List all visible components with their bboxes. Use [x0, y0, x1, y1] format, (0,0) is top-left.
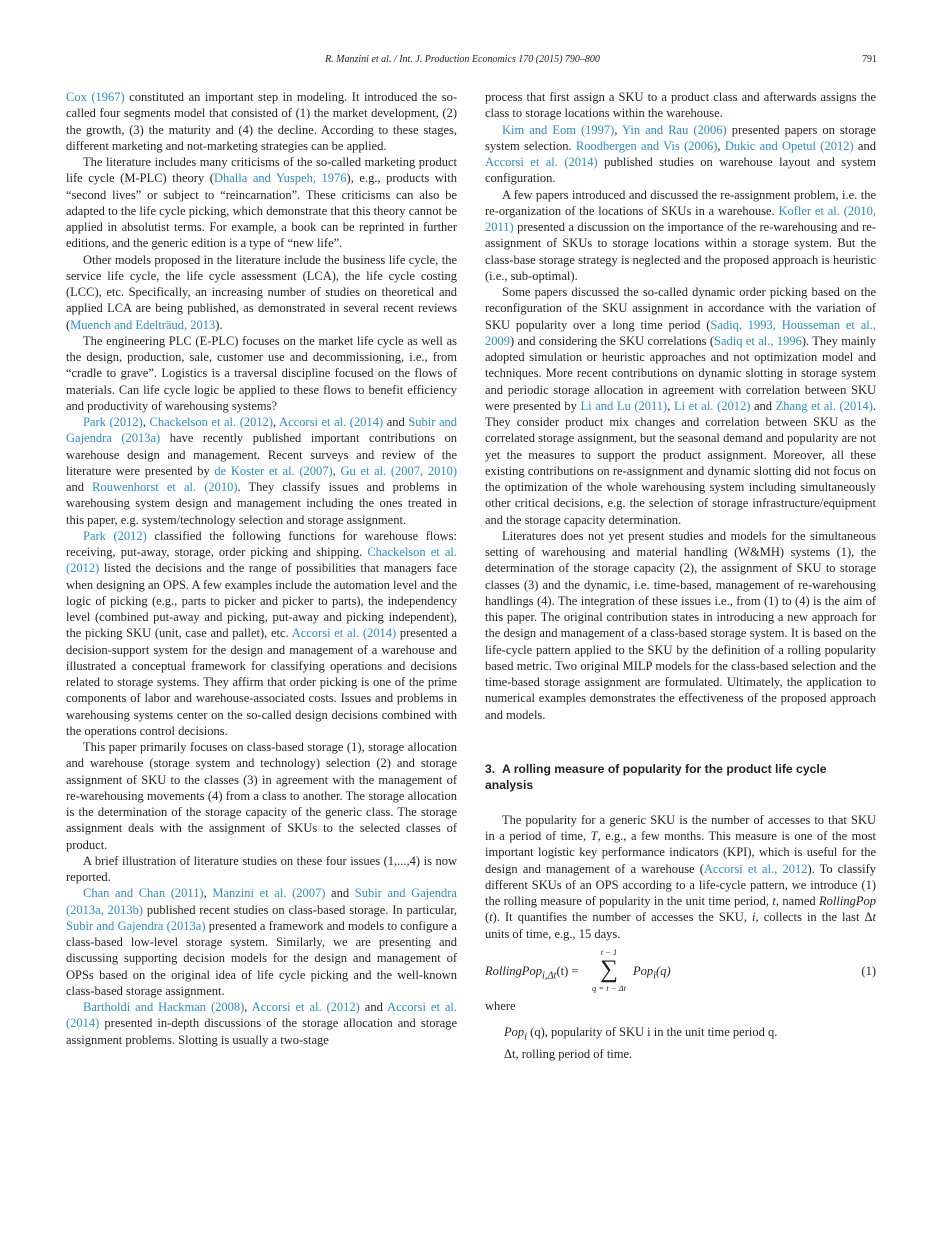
summation — [589, 947, 629, 993]
citation-link[interactable]: Li and Lu (2011) — [580, 398, 668, 413]
paragraph: Cox (1967) constituted an important step in modeling. It introduced the so-called four segments model that consisted of (1) the market development, (2) the growth, (3) the maturity and (4) the decline. According to these stages, different marketing and not-marketing strategies can be applied. — [66, 90, 457, 153]
citation-link[interactable]: de Koster et al. (2007) — [214, 463, 333, 478]
citation-link[interactable]: Manzini et al. (2007) — [212, 886, 326, 901]
citation-link[interactable]: Accorsi et al. (2014) — [485, 155, 598, 169]
equation-rhs: Pop$_i$(q) — [633, 963, 671, 982]
paragraph: Literatures does not yet present studies and models for the simultaneous setting of warehousing and material handling (W&MH) systems (1), the determination of the storage capacity (2), the assignment of SKU to storage classes (3) and the dynamic, i.e. time-based, management of re-warehousing handlings (4). The integration of these issues i.e., from (1) to (4) is the aim of this paper. The original contribution states in introducing a new approach for the design and management of a class-based storage system. It is based on the life-cycle pattern applied to the SKU by the definition of a rolling popularity based metric. Two original MILP models for the class-based selection and the time-based storage assignment are formulated. Ultimately, the application to numerical examples demonstrates the effectiveness of the proposed approach and models. — [485, 528, 876, 722]
citation-link[interactable]: Yin and Rau (2006) — [622, 122, 727, 137]
paragraph: A brief illustration of literature studies on these four issues (1,...,4) is now reported. — [66, 853, 457, 884]
paragraph: Other models proposed in the literature include the business life cycle, the service life cycle, the life cycle assessment (LCA), the life cycle costing (LCC), etc. Specifically, an increasing number of studies on theoretical and applied LCA are being published, as demonstrated in several recent reviews (Muench and Edelträud, 2013). — [66, 252, 457, 332]
citation-link[interactable]: Accorsi et al. (2014) — [66, 1000, 458, 1031]
citation-link[interactable]: Accorsi et al. (2014) — [291, 626, 397, 641]
citation-link[interactable]: Muench and Edelträud, 2013 — [70, 317, 216, 332]
citation-link[interactable]: Li et al. (2012) — [673, 398, 751, 413]
paragraph: This paper primarily focuses on class-based storage (1), storage allocation and warehouse (storage system and technology) selection (2) and storage assignment of SKU to the classes (3) in agreement with the management of re-warehousing movements (4) from a class to another. The storage allocation is the determination of the storage capacity of the generic class. The storage assignment deals with the assignment of SKUs to the selected classes of product. — [66, 740, 457, 852]
paragraph: The literature includes many criticisms of the so-called marketing product life cycle (M-PLC) theory (Dhalla and Yuspeh, 1976), e.g., products with “second lives” or subject to “reincarnation”. These criticisms can also be adapted to the life cycle picking, which demonstrate that this theory cannot be applied in absolutist terms. For example, a book can be reprinted in further editions, and the generic edition is a type of “new life”. — [66, 155, 457, 251]
page-number: 791 — [862, 54, 877, 65]
equation-1 — [485, 947, 876, 995]
citation-link[interactable]: Accorsi et al. (2014) — [279, 415, 384, 429]
definition-item: Δt, rolling period of time. — [504, 1046, 633, 1061]
citation-link[interactable]: Sadiq et al., 1996 — [714, 333, 802, 348]
citation-link[interactable]: Kim and Eom (1997) — [502, 122, 615, 137]
equation-lhs: RollingPop$_{i,\Delta t}$(t) = — [485, 963, 579, 982]
citation-link[interactable]: Subir and Gajendra (2013a) — [66, 415, 458, 446]
where-label: where — [485, 998, 516, 1013]
paragraph: Some papers discussed the so-called dynamic order picking based on the reconfiguration of the SKU assignment in accordance with the variation of SKU popularity over a long time period (Sadiq, 1993, Housseman et al., 2009) and considering the SKU correlations (Sadiq et al., 1996). They mainly adopted simulation or heuristic approaches and not optimization model and techniques. More recent contributions on dynamic slotting in storage system and periodic storage allocation in agreement with correlation between SKU were presented by Li and Lu (2011), Li et al. (2012) and Zhang et al. (2014). They consider product mix changes and correlation between SKU as the correlated storage assignment, but the seasonal demand and popularity are not yet the measures to support the product assignment. Moreover, all these existing contributions on re-assignment and dynamic slotting did not focus on the optimization of the whole warehousing system including simultaneously other critical decisions, e.g. the selection of storage infrastructure/equipment and the storage capacity determination. — [485, 285, 877, 527]
citation-link[interactable]: Sadiq, 1993, Housseman et al., 2009 — [485, 317, 876, 348]
paragraph: The popularity for a generic SKU is the number of accesses to that SKU in a period of time, T, e.g., a few months. This measure is one of the most important logistic key performance indicators (KPI), which is useful for the design and management of a warehouse (Accorsi et al., 2012). To classify different SKUs of an OPS according to a life-cycle pattern, we introduce (1) the rolling measure of popularity in the unit time period, t, named RollingPop (t). It quantifies the number of accesses the SKU, i, collects in the last Δt units of time, e.g., 15 days. — [485, 812, 876, 941]
running-title: R. Manzini et al. / Int. J. Production Economics 170 (2015) 790–800 — [325, 54, 600, 65]
citation-link[interactable]: Park (2012) — [83, 415, 143, 429]
citation-link[interactable]: Dhalla and Yuspeh, 1976 — [213, 171, 347, 186]
citation-link[interactable]: Subir and Gajendra (2013a, 2013b) — [66, 886, 457, 917]
section-heading: 3. A rolling measure of popularity for the product life cycle analysis — [485, 761, 827, 792]
citation-link[interactable]: Chackelson et al. (2012) — [66, 545, 457, 576]
paragraph: Park (2012), Chackelson et al. (2012), Accorsi et al. (2014) and Subir and Gajendra (2013a) have recently published important contributions on warehouse design and management. Recent surveys and review of the literature were presented by de Koster et al. (2007), Gu et al. (2007, 2010) and Rouwenhorst et al. (2010). They classify issues and problems in warehousing system design and management including the ones treated in this paper, e.g. system/technology selection and storage assignment. — [66, 415, 458, 527]
paragraph: Bartholdi and Hackman (2008), Accorsi et al. (2012) and Accorsi et al. (2014) presented in-depth discussions of the storage allocation and storage assignment problems. Slotting is usually a two-stage — [66, 1000, 458, 1047]
running-header — [0, 54, 925, 70]
sigma-symbol: ∑ — [600, 955, 618, 983]
citation-link[interactable]: Accorsi et al., 2012 — [703, 861, 808, 876]
citation-link[interactable]: Gu et al. (2007, 2010) — [340, 463, 457, 478]
citation-link[interactable]: Accorsi et al. (2012) — [251, 1000, 360, 1014]
citation-link[interactable]: Bartholdi and Hackman (2008) — [83, 1000, 245, 1014]
paragraph: Park (2012) classified the following functions for warehouse flows: receiving, put-away, storage, order picking and shipping. Chackelson et al. (2012) listed the decisions and the range of possibilities that managers face when designing an OPS. A few examples include the automation level and the logic of picking (e.g., parts to picker and picker to parts), the independency level (combined put-away and picking, put-away and picking independent), the picking SKU (unit, case and pallet), etc. Accorsi et al. (2014) presented a decision-support system for the design and management of a warehouse and illustrated a conceptual framework for classifying operations and decisions related to storage systems. They affirm that order picking is one of the prime components of labor and warehouse-associated costs. Issues and problems in warehousing systems center on the so-called design decisions combined with the operations control decisions. — [66, 528, 457, 738]
left-column — [66, 89, 457, 1048]
citation-link[interactable]: Roodbergen and Vis (2006) — [575, 138, 718, 153]
sum-lower-limit: q = t − Δt — [592, 982, 626, 993]
citation-link[interactable]: Rouwenhorst et al. (2010) — [92, 480, 238, 494]
definition-item: Pop$_i$ (q), popularity of SKU i in the unit time period q. — [504, 1025, 778, 1043]
right-column — [485, 89, 876, 1062]
citation-link[interactable]: Kofler et al. (2010, 2011) — [485, 203, 876, 234]
paragraph: The engineering PLC (E-PLC) focuses on the market life cycle as well as the design, production, sale, customer use and decommissioning, i.e., from “cradle to grave”. Logistics is a traversal discipline focused on the flows of materials. Can life cycle logic be applied to these flows to benefit efficiency and productivity of warehousing systems? — [66, 333, 457, 413]
citation-link[interactable]: Chackelson et al. (2012) — [149, 415, 274, 429]
citation-link[interactable]: Subir and Gajendra (2013a) — [66, 918, 206, 933]
paragraph: A few papers introduced and discussed the re-assignment problem, i.e. the re-organization of the locations of SKUs in a warehouse. Kofler et al. (2010, 2011) presented a discussion on the importance of the re-warehousing and re-assignment of SKUs to storage locations within a storage system. But the class-base storage strategy is neglected and the proposed approach is heuristic (i.e., sub-optimal). — [485, 187, 876, 283]
paragraph: Chan and Chan (2011), Manzini et al. (2007) and Subir and Gajendra (2013a, 2013b) published recent studies on class-based storage. In particular, Subir and Gajendra (2013a) presented a framework and models to configure a class-based low-level storage system. Similarly, we are presenting and discussing supporting decision models for the design and management of OPSs based on the original idea of life cycle picking and the well-known class-based storage assignment. — [66, 886, 457, 998]
citation-link[interactable]: Chan and Chan (2011) — [83, 886, 204, 901]
citation-link[interactable]: Cox (1967) — [66, 90, 125, 104]
sum-upper-limit: t − 1 — [600, 946, 618, 957]
citation-link[interactable]: Park (2012) — [83, 528, 147, 543]
paragraph: Kim and Eom (1997), Yin and Rau (2006) presented papers on storage system selection. Roodbergen and Vis (2006), Dukic and Opetul (2012) and Accorsi et al. (2014) published studies on warehouse layout and system configuration. — [485, 122, 876, 186]
citation-link[interactable]: Dukic and Opetul (2012) — [724, 138, 854, 153]
paragraph: process that first assign a SKU to a product class and afterwards assigns the class to storage locations within the warehouse. — [485, 90, 876, 121]
equation-number: (1) — [861, 963, 876, 978]
citation-link[interactable]: Zhang et al. (2014) — [775, 398, 873, 413]
